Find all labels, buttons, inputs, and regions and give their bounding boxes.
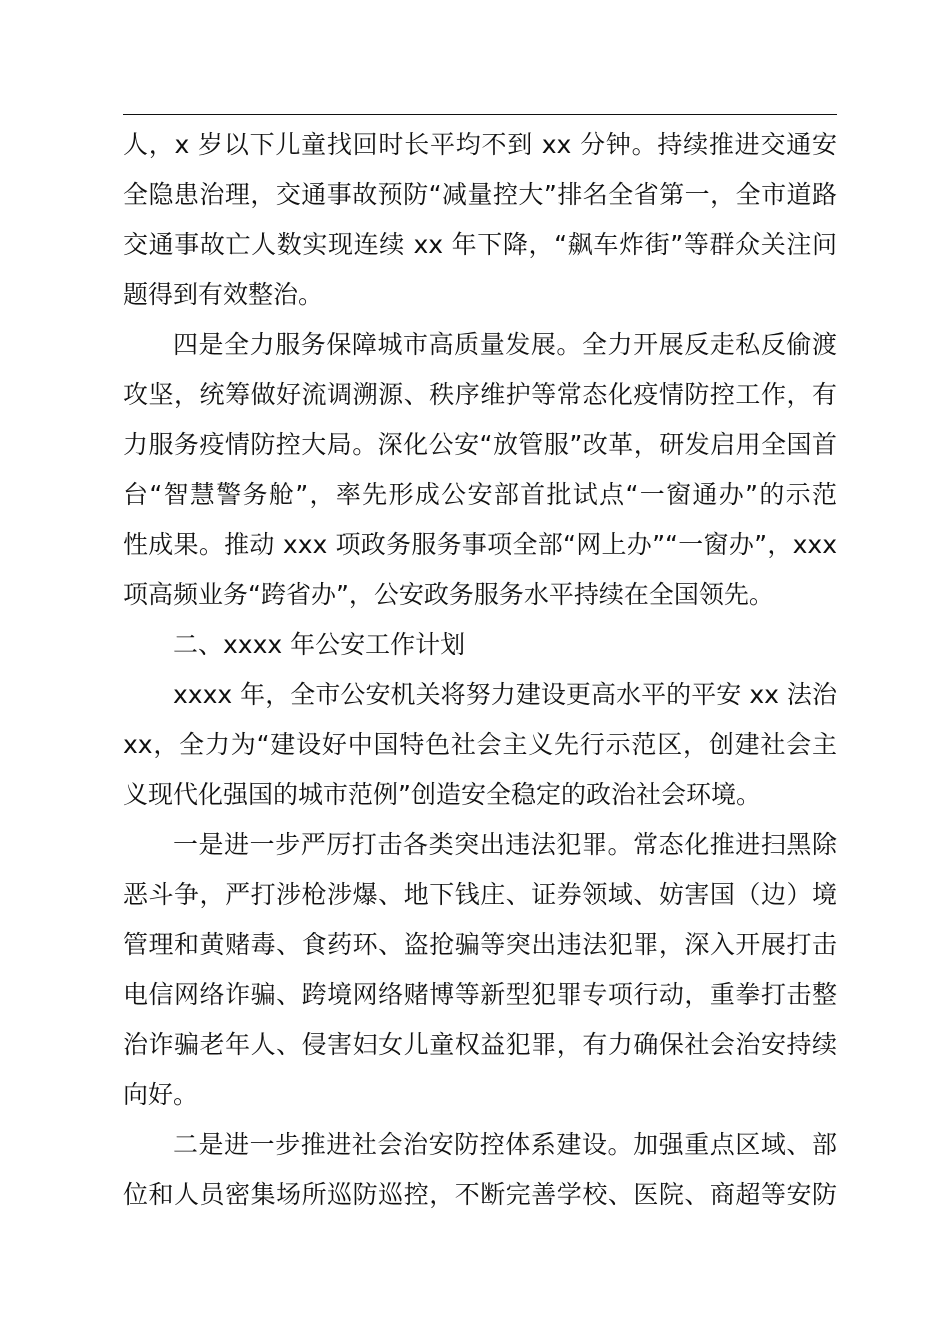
text-line: 义现代化强国的城市范例”创造安全稳定的政治社会环境。 bbox=[123, 780, 761, 809]
text-line: 力服务疫情防控大局。深化公安“放管服”改革，研发启用全国首 bbox=[123, 430, 837, 459]
text-line: 管理和黄赌毒、食药环、盗抢骗等突出违法犯罪，深入开展打击 bbox=[123, 930, 837, 959]
section-heading: 二、xxxx 年公安工作计划 bbox=[173, 630, 466, 659]
document-body bbox=[123, 120, 837, 1220]
text-line: 台“智慧警务舱”，率先形成公安部首批试点“一窗通办”的示范 bbox=[123, 480, 837, 509]
text-line: 全隐患治理，交通事故预防“减量控大”排名全省第一，全市道路 bbox=[123, 180, 837, 209]
text-line: 题得到有效整治。 bbox=[123, 280, 324, 309]
paragraph-start-line: 四是全力服务保障城市高质量发展。全力开展反走私反偷渡 bbox=[173, 330, 837, 359]
paragraph-start-line: 二是进一步推进社会治安防控体系建设。加强重点区域、部 bbox=[173, 1130, 837, 1159]
text-line: xx，全力为“建设好中国特色社会主义先行示范区，创建社会主 bbox=[123, 730, 837, 759]
text-line: 攻坚，统筹做好流调溯源、秩序维护等常态化疫情防控工作，有 bbox=[123, 380, 837, 409]
paragraph-start-line: 一是进一步严厉打击各类突出违法犯罪。常态化推进扫黑除 bbox=[173, 830, 837, 859]
text-line: 治诈骗老年人、侵害妇女儿童权益犯罪，有力确保社会治安持续 bbox=[123, 1030, 837, 1059]
paragraph-start-line: xxxx 年，全市公安机关将努力建设更高水平的平安 xx 法治 bbox=[173, 680, 837, 709]
text-line: 性成果。推动 xxx 项政务服务事项全部“网上办”“一窗办”，xxx bbox=[123, 530, 837, 559]
text-line: 交通事故亡人数实现连续 xx 年下降，“飙车炸街”等群众关注问 bbox=[123, 230, 837, 259]
text-line: 向好。 bbox=[123, 1080, 199, 1109]
text-line: 项高频业务“跨省办”，公安政务服务水平持续在全国领先。 bbox=[123, 580, 774, 609]
text-line: 恶斗争，严打涉枪涉爆、地下钱庄、证券领域、妨害国（边）境 bbox=[123, 880, 837, 909]
text-line: 电信网络诈骗、跨境网络赌博等新型犯罪专项行动，重拳打击整 bbox=[123, 980, 837, 1009]
text-line: 人，x 岁以下儿童找回时长平均不到 xx 分钟。持续推进交通安 bbox=[123, 130, 837, 159]
header-rule bbox=[123, 114, 837, 115]
text-line: 位和人员密集场所巡防巡控，不断完善学校、医院、商超等安防 bbox=[123, 1180, 837, 1209]
